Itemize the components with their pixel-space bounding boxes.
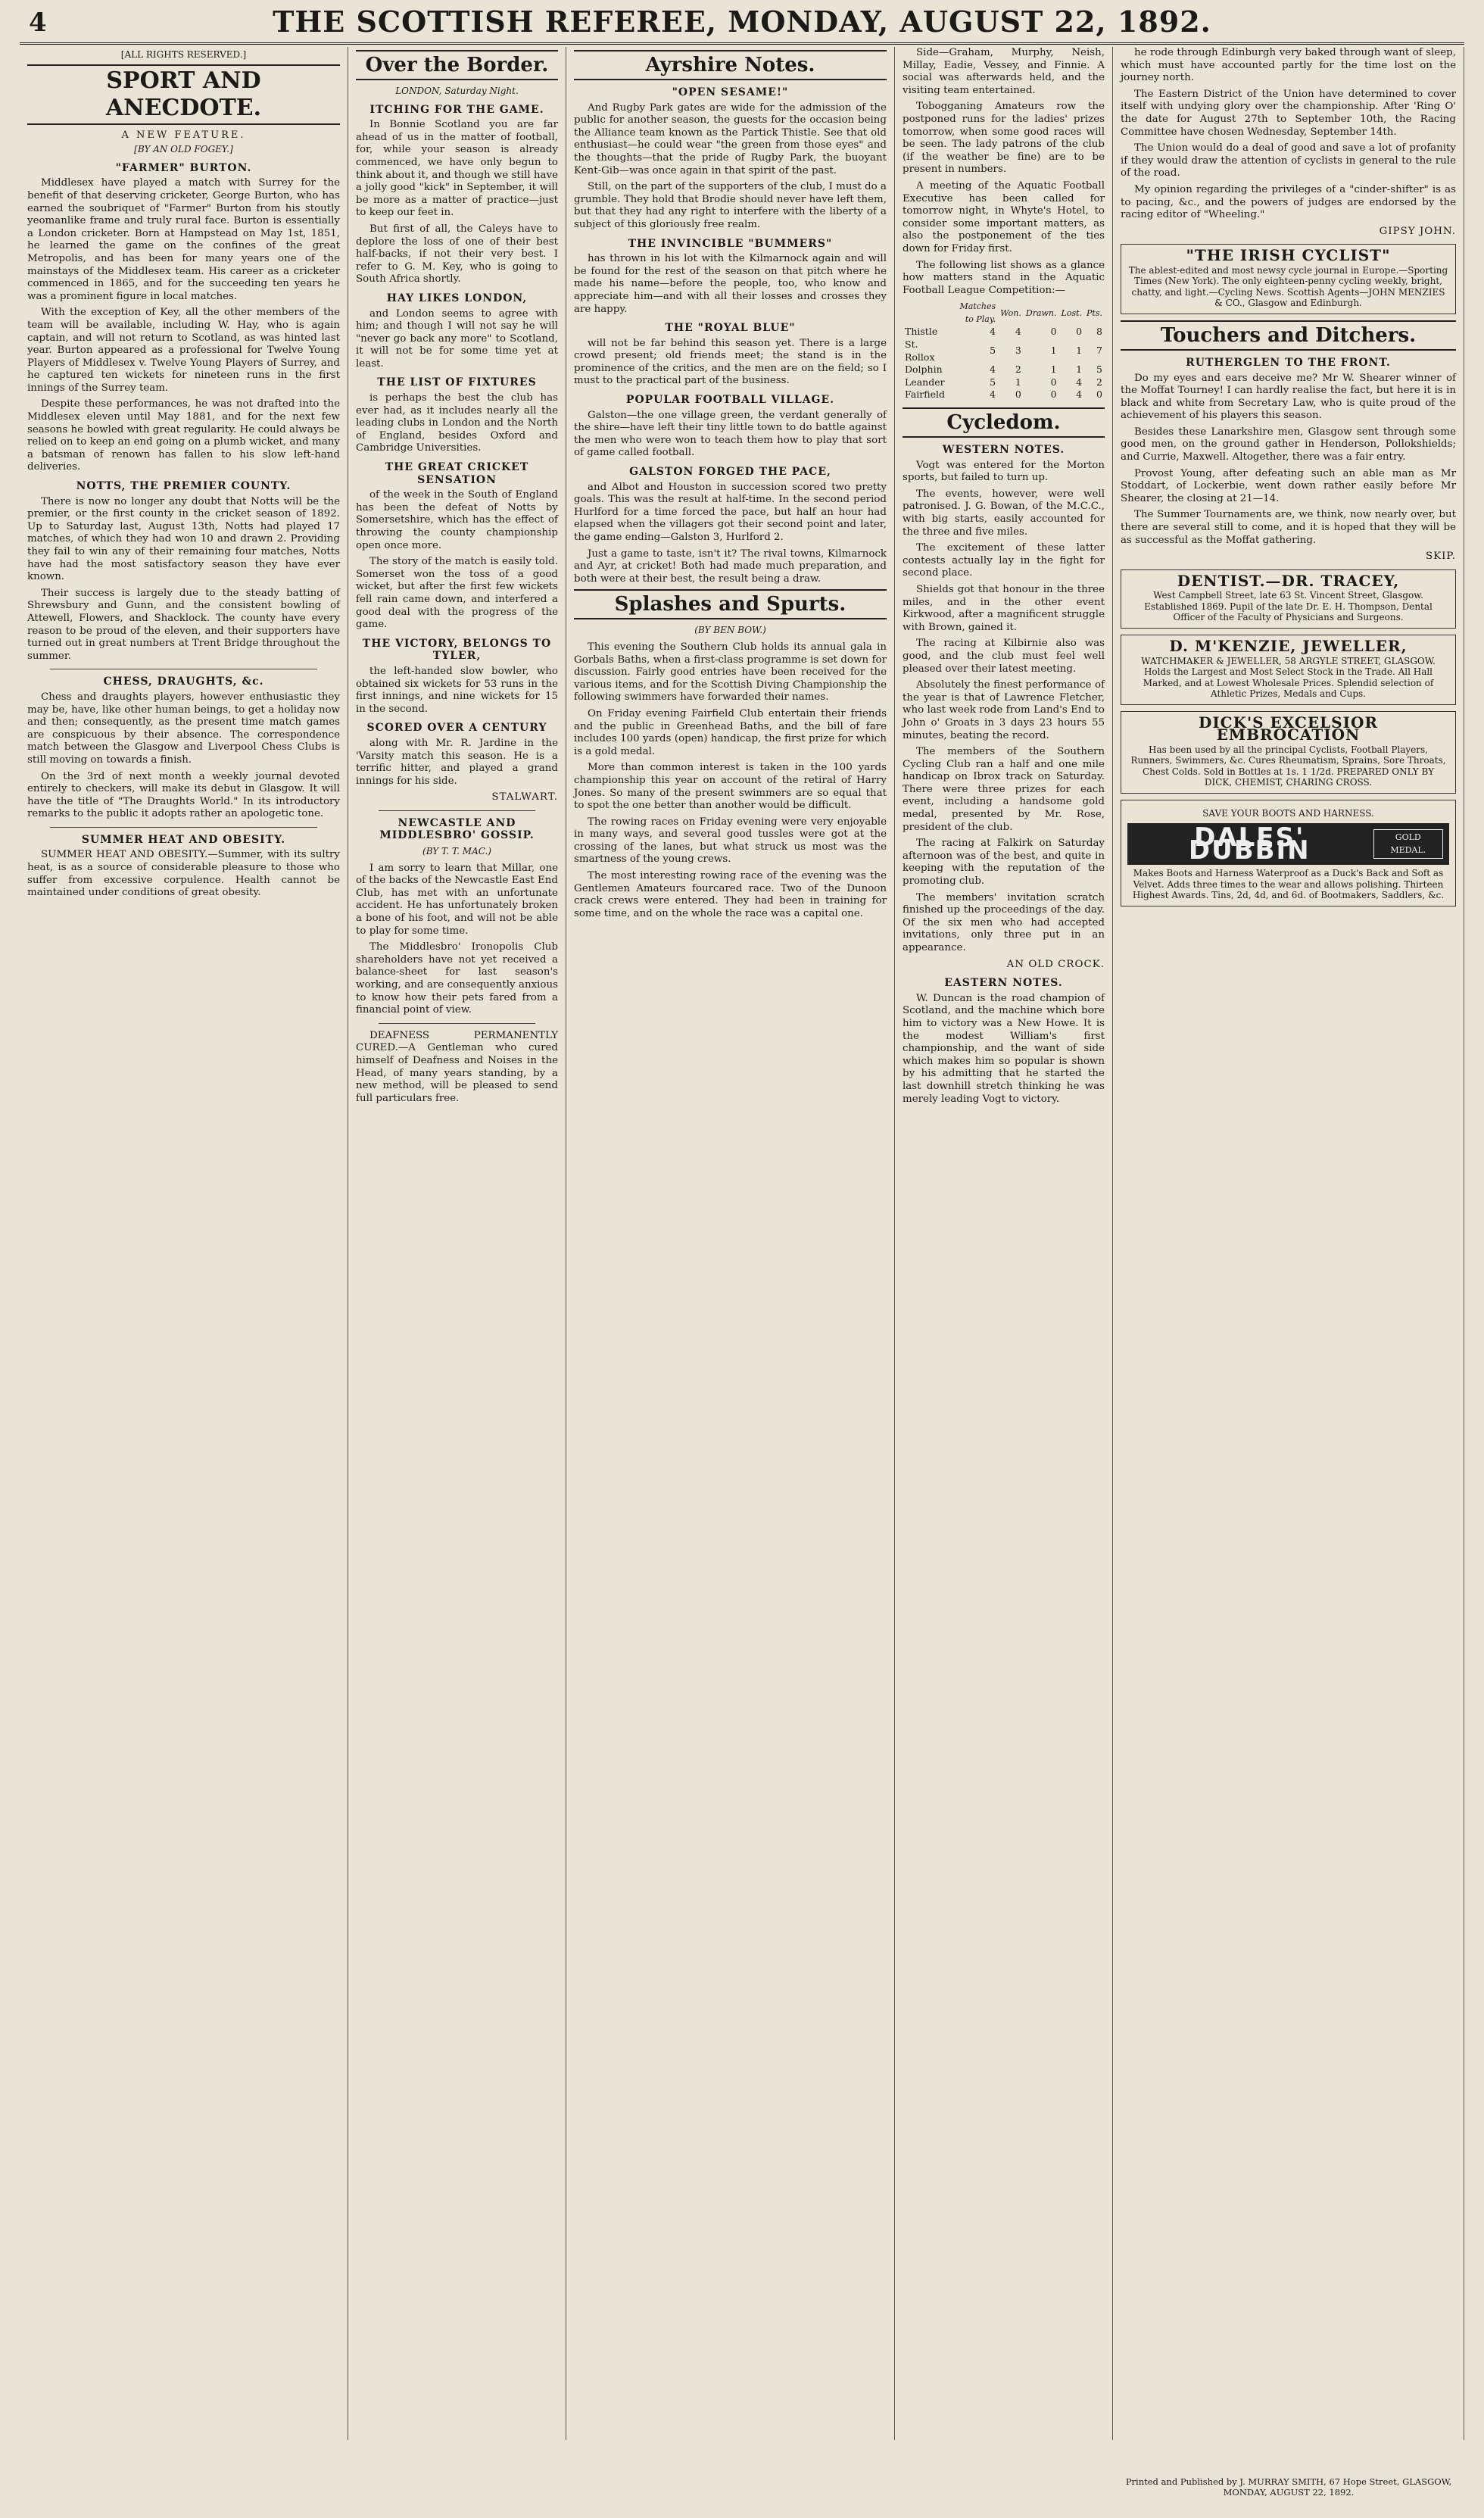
section-scored-century: SCORED OVER A CENTURY bbox=[366, 722, 547, 735]
article-paragraph: The Middlesbro' Ironopolis Club shareholders have not yet received a balance-sheet for last season's working, and are consequently anxious to know how their pets fared from a financial point of view. bbox=[356, 941, 558, 1016]
header-cell: Lost. bbox=[1061, 307, 1083, 318]
table-cell: 2 bbox=[1015, 364, 1021, 376]
article-paragraph: I am sorry to learn that Millar, one of the backs of the Newcastle East End Club, has met with an unfortunate accident. He has unfortunately broken a bone of his foot, and will not be able to play for some time. bbox=[356, 862, 558, 937]
article-paragraph: has thrown in his lot with the Kilmarnock again and will be found for the rest of the season on that pitch where he made his name—before the people, too, who know and appreciate him—and with all their losses and crosses they are happy. bbox=[574, 253, 887, 315]
article-paragraph: On Friday evening Fairfield Club entertain their friends and the public in Greenhead Baths, and the bill of fare includes 100 yards (open) handicap, the first prize for which is a gold medal. bbox=[574, 707, 887, 757]
section-eastern-notes: EASTERN NOTES. bbox=[944, 977, 1063, 990]
table-cell: 7 bbox=[1096, 345, 1102, 357]
advert-dubbin bbox=[1121, 800, 1456, 906]
advert-text: Makes Boots and Harness Waterproof as a Duck's Back and Soft as Velvet. Adds three times to the wear and allows polishing. Thirteen Highest Awards. Tins, 2d, 4d, and 6d. of Bootmakers, Saddlers, &c. bbox=[1132, 868, 1445, 901]
header-cell: Drawn. bbox=[1025, 307, 1057, 318]
team-name: Leander bbox=[905, 376, 945, 388]
page-number: 4 bbox=[29, 8, 47, 38]
article-paragraph: More than common interest is taken in the 100 yards championship this year on account of the retiral of Harry Jones. So many of the present swimmers are so equal that to spot the one better than another would be difficult. bbox=[574, 762, 887, 812]
table-cell: 5 bbox=[990, 376, 996, 388]
dubbin-banner bbox=[1127, 823, 1449, 865]
article-paragraph: and Albot and Houston in succession scored two pretty goals. This was the result at half-time. In the second period Hurlford for a time forced the pace, but half an hour had elapsed when the villagers got their second point and later, the game ending—Galston 3, Hurlford 2. bbox=[574, 481, 887, 543]
advert-title: DICK'S EXCELSIOR EMBROCATION bbox=[1198, 713, 1378, 744]
article-paragraph: The story of the match is easily told. Somerset won the toss of a good wicket, but after the first few wickets fell rain came down, and interfered a good deal with the progress of the game. bbox=[356, 556, 558, 631]
article-paragraph: Shields got that honour in the three miles, and in the other event Kirkwood, after a magnificent struggle with Brown, gained it. bbox=[903, 583, 1105, 633]
article-paragraph: The following list shows as a glance how matters stand in the Aquatic Football League Competition:— bbox=[903, 259, 1105, 296]
section-chess-draughts: CHESS, DRAUGHTS, &c. bbox=[103, 676, 264, 688]
article-paragraph: Absolutely the finest performance of the year is that of Lawrence Fletcher, who last week rode from Land's End to John o' Groats in 3 days 23 hours 55 minutes, beating the record. bbox=[903, 679, 1105, 741]
article-paragraph: The members' invitation scratch finished up the proceedings of the day. Of the six men who had accepted invitations, only three put in an appearance. bbox=[903, 891, 1105, 953]
table-row bbox=[903, 339, 1105, 364]
article-paragraph: But first of all, the Caleys have to deplore the loss of one of their best half-backs, if not their very best. I refer to G. M. Key, who is going to South Africa shortly. bbox=[356, 223, 558, 285]
column-cycledom bbox=[895, 47, 1113, 2440]
article-paragraph: The racing at Kilbirnie also was good, and the club must feel well pleased over their latest meeting. bbox=[903, 638, 1105, 675]
table-cell: 0 bbox=[1015, 388, 1021, 401]
article-paragraph: The Summer Tournaments are, we think, now nearly over, but there are several still to come, and it is hoped that they will be as successful as the Moffat gathering. bbox=[1121, 509, 1456, 546]
section-list-of-fixtures: THE LIST OF FIXTURES bbox=[377, 376, 537, 389]
headline-cycledom: Cycledom. bbox=[903, 407, 1105, 438]
advert-note: SAVE YOUR BOOTS AND HARNESS. bbox=[1202, 807, 1374, 819]
headline-sport-and-anecdote: SPORT AND ANECDOTE. bbox=[27, 64, 340, 125]
signature-old-crock: AN OLD CROCK. bbox=[1006, 958, 1105, 970]
article-paragraph: And Rugby Park gates are wide for the admission of the public for another season, the guests for the occasion being the Alliance team known as the Partick Thistle. See that old enthusiast—he could wear "the green from those eyes" and the thoughts—that the pride of Rugby Park, the buoyant Kent-Gib—was once again in that spirit of the past. bbox=[574, 101, 887, 176]
article-paragraph: The racing at Falkirk on Saturday afternoon was of the best, and quite in keeping with the reputation of the promoting club. bbox=[903, 838, 1105, 888]
advert-title: D. M'KENZIE, JEWELLER, bbox=[1169, 636, 1408, 655]
table-cell: 0 bbox=[1096, 388, 1102, 401]
headline-splashes-and-spurts: Splashes and Spurts. bbox=[574, 589, 887, 619]
table-cell: 2 bbox=[1096, 376, 1102, 388]
table-cell: 1 bbox=[1076, 345, 1083, 357]
article-paragraph: The rowing races on Friday evening were very enjoyable in many ways, and several good tussles were got at the crossing of the lanes, but what struck us most was the smartness of the young crews. bbox=[574, 816, 887, 866]
article-paragraph: In Bonnie Scotland you are far ahead of us in the matter of football, for, while your season is already commenced, we have only begun to think about it, and though we still have a jolly good "kick" in September, it will be more as a matter of practice—just to keep our feet in. bbox=[356, 119, 559, 219]
header-cell: Matches to Play. bbox=[959, 301, 996, 324]
signature-gipsy-john: GIPSY JOHN. bbox=[1379, 225, 1456, 237]
article-paragraph: is perhaps the best the club has ever had, as it includes nearly all the leading clubs in London and the North of England, besides Oxford and Cambridge Universities. bbox=[356, 392, 558, 454]
league-table-header bbox=[903, 301, 1105, 326]
section-cricket-sensation: THE GREAT CRICKET SENSATION bbox=[385, 461, 529, 486]
section-rutherglen-front: RUTHERGLEN TO THE FRONT. bbox=[1186, 356, 1391, 369]
advert-irish-cyclist bbox=[1121, 244, 1456, 314]
section-western-notes: WESTERN NOTES. bbox=[942, 444, 1065, 457]
paper-title: THE SCOTTISH REFEREE, MONDAY, AUGUST 22, 1892. bbox=[273, 5, 1211, 39]
table-cell: 5 bbox=[990, 345, 996, 357]
subhead-new-feature: A NEW FEATURE. bbox=[121, 129, 246, 141]
table-cell: 1 bbox=[1015, 376, 1021, 388]
article-paragraph: SUMMER HEAT AND OBESITY.—Summer, with its sultry heat, is as a source of considerable pleasure to those who suffer from excessive corpulence. Health cannot be maintained under conditions of great obesity. bbox=[27, 849, 340, 899]
article-paragraph: The events, however, were well patronised. J. G. Bowan, of the M.C.C., with big starts, easily accounted for the three and five miles. bbox=[903, 488, 1105, 538]
divider bbox=[379, 810, 535, 811]
article-paragraph: Their success is largely due to the steady batting of Shrewsbury and Gunn, and the consistent bowling of Attewell, Flowers, and Shacklock. The county have every reason to be proud of the eleven, and their supporters have turned out in great numbers at Trent Bridge throughout the summer. bbox=[27, 587, 340, 662]
advert-text: WATCHMAKER & JEWELLER, 58 ARGYLE STREET, GLASGOW. Holds the Largest and Most Select Stock in the Trade. All Hall Marked, and at Lowest Wholesale Prices. Splendid selection of Athletic Prizes, Medals and Cups. bbox=[1141, 655, 1436, 699]
team-name: Dolphin bbox=[905, 364, 943, 376]
article-paragraph: Vogt was entered for the Morton sports, but failed to turn up. bbox=[903, 459, 1105, 484]
team-name: St. Rollox bbox=[905, 339, 935, 363]
table-cell: 8 bbox=[1096, 326, 1102, 338]
table-cell: 4 bbox=[990, 364, 996, 376]
article-paragraph: The Eastern District of the Union have determined to cover itself with undying glory over the championship. After 'Ring O' the date for August 27th to September 10th, the Racing Committee have chosen Wednesday, September 14th. bbox=[1121, 88, 1456, 138]
article-paragraph: The excitement of these latter contests actually lay in the fight for second place. bbox=[903, 542, 1105, 579]
section-summer-heat: SUMMER HEAT AND OBESITY. bbox=[81, 833, 286, 846]
rights-notice: [ALL RIGHTS RESERVED.] bbox=[120, 49, 247, 60]
table-cell: 1 bbox=[1050, 345, 1057, 357]
advert-text: West Campbell Street, late 63 St. Vincent Street, Glasgow. Established 1869. Pupil of the late Dr. E. H. Thompson, Dental Officer of the Faculty of Physicians and Surgeons. bbox=[1144, 590, 1433, 623]
table-cell: 1 bbox=[1050, 364, 1057, 376]
table-row bbox=[903, 376, 1105, 389]
table-row bbox=[903, 388, 1105, 401]
section-popular-football-village: POPULAR FOOTBALL VILLAGE. bbox=[625, 394, 835, 407]
table-cell: 1 bbox=[1076, 364, 1083, 376]
masthead bbox=[20, 3, 1464, 45]
article-paragraph: My opinion regarding the privileges of a "cinder-shifter" is as to pacing, &c., and the powers of judges are endorsed by the racing editor of "Wheeling." bbox=[1121, 183, 1456, 221]
advert-dentist bbox=[1121, 569, 1456, 629]
column-sport-and-anecdote bbox=[20, 47, 348, 2440]
byline-ben-bow: (BY BEN BOW.) bbox=[694, 625, 766, 636]
article-paragraph: along with Mr. R. Jardine in the 'Varsity match this season. He is a terrific hitter, and played a grand innings for his side. bbox=[356, 737, 558, 787]
section-notts-premier-county: NOTTS, THE PREMIER COUNTY. bbox=[76, 480, 292, 493]
table-row bbox=[903, 364, 1105, 376]
section-hay-likes-london: HAY LIKES LONDON, bbox=[386, 292, 528, 304]
table-cell: 5 bbox=[1096, 364, 1102, 376]
article-paragraph: There is now no longer any doubt that Notts will be the premier, or the first county in the cricket season of 1892. Up to Saturday last, August 13th, Notts had played 17 matches, of which they had won 10 and drawn 2. Providing they fail to win any of their remaining four matches, Notts have had the most satisfactory season they have ever known. bbox=[27, 495, 340, 583]
divider bbox=[50, 827, 317, 828]
advert-text: Has been used by all the principal Cyclists, Football Players, Runners, Swimmers, &c. Cures Rheumatism, Sprains, Sore Throats, Chest Colds. Sold in Bottles at 1s. 1 1/2d. PREPARED ONLY BY DICK, CHEMIST, CHARING CROSS. bbox=[1130, 744, 1446, 788]
section-victory-tyler: THE VICTORY, BELONGS TO TYLER, bbox=[362, 637, 552, 663]
table-cell: 4 bbox=[990, 326, 996, 338]
team-name: Fairfield bbox=[905, 388, 945, 401]
column-over-the-border bbox=[348, 47, 566, 2440]
article-paragraph: Still, on the part of the supporters of the club, I must do a grumble. They hold that Brodie should never have left them, but that they had any right to interfere with the liberty of a subject of this gloriously free realm. bbox=[574, 181, 887, 230]
section-open-sesame: "OPEN SESAME!" bbox=[672, 86, 789, 98]
article-paragraph: Side—Graham, Murphy, Neish, Millay, Eadie, Vessey, and Finnie. A social was afterwards held, and the visiting team entertained. bbox=[903, 47, 1105, 96]
article-paragraph: and London seems to agree with him; and though I will not say he will "never go back any more" to Scotland, it will not be for some time yet at least. bbox=[356, 307, 558, 370]
article-paragraph: of the week in the South of England has been the defeat of Notts by Somersetshire, which has the effect of throwing the county championship open once more. bbox=[356, 489, 558, 551]
table-cell: 0 bbox=[1050, 326, 1057, 338]
advert-text: The ablest-edited and most newsy cycle journal in Europe.—Sporting Times (New York). The only eighteen-penny cycling weekly, bright, chatty, and light.—Cycling News. Scottish Agents—JOHN MENZIES & CO., Glasgow and Edinburgh. bbox=[1128, 264, 1448, 309]
article-paragraph: Tobogganing Amateurs row the postponed runs for the ladies' prizes tomorrow, when some good races will be seen. The lady patrons of the club (if the weather be fine) are to be present in numbers. bbox=[903, 101, 1105, 176]
article-paragraph: Provost Young, after defeating such an able man as Mr Stoddart, of Lockerbie, went down rather easily before Mr Shearer, the closing at 21—14. bbox=[1121, 467, 1456, 504]
article-paragraph: With the exception of Key, all the other members of the team will be available, including W. Hay, who is again captain, and will not return to Scotland, as was hinted last year. Burton appeared as a professional for Twelve Young Players of Middlesex v. Twelve Young Players of Surrey, and he captured ten wickets for nineteen runs in the first innings of the Surrey team. bbox=[27, 307, 340, 394]
headline-touchers-and-ditchers: Touchers and Ditchers. bbox=[1121, 320, 1456, 351]
team-name: Thistle bbox=[905, 326, 938, 338]
table-cell: 4 bbox=[1015, 326, 1021, 338]
deafness-notice: DEAFNESS PERMANENTLY CURED.—A Gentleman who cured himself of Deafness and Noises in the Head, of many years standing, by a new method, will be pleased to send full particulars free. bbox=[356, 1029, 558, 1104]
header-cell bbox=[903, 301, 949, 326]
signature-skip: SKIP. bbox=[1425, 551, 1456, 563]
article-paragraph: A meeting of the Aquatic Football Executive has been called for tomorrow night, in Whyte's Hotel, to consider some important matters, as also the postponement of the ties down for Friday first. bbox=[903, 179, 1105, 254]
article-paragraph: Galston—the one village green, the verdant generally of the shire—have left their tiny little town to do battle against the men who were won to teach them how to play that sort of game called football. bbox=[574, 409, 887, 459]
gold-medal-badge: GOLD MEDAL. bbox=[1373, 829, 1444, 859]
advert-embrocation bbox=[1121, 711, 1456, 794]
byline-t-t-mac: (BY T. T. MAC.) bbox=[422, 846, 491, 857]
article-paragraph: On the 3rd of next month a weekly journal devoted entirely to checkers, will make its debut in Glasgow. It will have the title of "The Draughts World." In its introductory remarks to the public it adopts rather an apologetic tone. bbox=[27, 770, 340, 820]
table-cell: 4 bbox=[990, 388, 996, 401]
headline-ayrshire-notes: Ayrshire Notes. bbox=[574, 50, 887, 80]
article-paragraph: Chess and draughts players, however enthusiastic they may be, have, like other human beings, to get a holiday now and then; consequently, as the present time match games are conspicuous by their absence. The correspondence match between the Glasgow and Liverpool Chess Clubs is still moving on towards a finish. bbox=[27, 691, 340, 766]
article-paragraph: The Union would do a deal of good and save a lot of profanity if they would draw the attention of cyclists in general to the rule of the road. bbox=[1121, 142, 1456, 179]
league-table bbox=[903, 301, 1105, 401]
advert-title: "THE IRISH CYCLIST" bbox=[1186, 246, 1391, 265]
headline-over-the-border: Over the Border. bbox=[356, 50, 558, 80]
section-royal-blue: THE "ROYAL BLUE" bbox=[665, 322, 796, 335]
article-paragraph: Middlesex have played a match with Surrey for the benefit of that deserving cricketer, George Burton, who has earned the soubriquet of "Farmer" Burton from his stoutly yeomanlike frame and truly rural face. Burton is essentially a London cricketer. Born at Hampstead on May 1st, 1851, he learned the game on the confines of the great Metropolis, and has been for many years one of the mainstays of the Middlesex team. His career as a cricketer commenced in 1865, and for the succeeding ten years he was a prominent figure in local matches. bbox=[27, 177, 340, 302]
table-row bbox=[903, 326, 1105, 339]
section-invincible-bummers: THE INVINCIBLE "BUMMERS" bbox=[628, 237, 833, 250]
header-cell: Pts. bbox=[1086, 307, 1102, 318]
article-paragraph: This evening the Southern Club holds its annual gala in Gorbals Baths, when a first-class programme is set down for discussion. Fairly good entries have been received for the various items, and for the Scottish Diving Championship the following swimmers have forwarded their names. bbox=[574, 641, 887, 704]
signature-stalwart: STALWART. bbox=[491, 791, 558, 803]
article-paragraph: he rode through Edinburgh very baked through want of sleep, which must have accounted partly for the time lost on the journey north. bbox=[1121, 47, 1456, 84]
byline-old-fogey: [BY AN OLD FOGEY.] bbox=[134, 144, 233, 155]
advert-jeweller bbox=[1121, 635, 1456, 705]
table-cell: 4 bbox=[1076, 388, 1083, 401]
section-newcastle-gossip: NEWCASTLE AND MIDDLESBRO' GOSSIP. bbox=[379, 816, 535, 842]
table-cell: 0 bbox=[1050, 376, 1057, 388]
dateline: LONDON, Saturday Night. bbox=[395, 86, 519, 96]
article-paragraph: W. Duncan is the road champion of Scotland, and the machine which bore him to victory was a New Howe. It is the modest William's first championship, and the want of side which makes him so popular is shown by his admitting that he started the last downhill stretch thinking he was merely leading Vogt to victory. bbox=[903, 992, 1105, 1105]
advert-title: DENTIST.—DR. TRACEY, bbox=[1177, 571, 1400, 590]
article-paragraph: Do my eyes and ears deceive me? Mr W. Shearer winner of the Moffat Tourney! I can hardly realise the fact, but here it is in black and white from Secretary Law, who is quite proud of the achievement of his players this season. bbox=[1121, 372, 1456, 422]
dubbin-word: DALES' DUBBIN bbox=[1188, 822, 1311, 866]
header-cell: Won. bbox=[1000, 307, 1021, 318]
article-paragraph: Just a game to taste, isn't it? The rival towns, Kilmarnock and Ayr, at cricket! Both had made much preparation, and both were at their best, the result being a draw. bbox=[574, 548, 887, 585]
printer-imprint: Printed and Published by J. MURRAY SMITH, 67 Hope Street, GLASGOW, MONDAY, AUGUST 22, 1892. bbox=[1125, 2476, 1452, 2498]
article-paragraph: the left-handed slow bowler, who obtained six wickets for 53 runs in the first innings, and nine wickets for 15 in the second. bbox=[356, 665, 558, 715]
table-cell: 0 bbox=[1050, 388, 1057, 401]
article-paragraph: The most interesting rowing race of the evening was the Gentlemen Amateurs fourcared race. Two of the Dunoon crack crews were entered. They had been in training for some time, and on the whole the race was a capital one. bbox=[574, 870, 887, 919]
section-farmer-burton: "FARMER" BURTON. bbox=[115, 161, 252, 174]
column-ayrshire-notes bbox=[566, 47, 895, 2440]
section-itching-for-game: ITCHING FOR THE GAME. bbox=[369, 103, 544, 116]
article-paragraph: will not be far behind this season yet. There is a large crowd present; old friends meet; the stand is in the prominence of the critics, and the men are on the field; so I must to the practical part of the business. bbox=[574, 337, 887, 387]
column-touchers-and-ditchers bbox=[1113, 47, 1464, 2440]
article-paragraph: The members of the Southern Cycling Club ran a half and one mile handicap on Ibrox track on Saturday. There were three prizes for each event, including a handsome gold medal, presented by Mr. Rose, president of the club. bbox=[903, 746, 1105, 833]
section-galston-forged-pace: GALSTON FORGED THE PACE, bbox=[629, 466, 831, 479]
article-paragraph: Besides these Lanarkshire men, Glasgow sent through some good men, on the ground gather in Henderson, Pollokshields; and Currie, Maxwell. Altogether, there was a fair entry. bbox=[1121, 426, 1456, 463]
table-cell: 4 bbox=[1076, 376, 1083, 388]
divider bbox=[379, 1023, 535, 1024]
table-cell: 0 bbox=[1076, 326, 1083, 338]
article-paragraph: Despite these performances, he was not drafted into the Middlesex eleven until May 1881, and for the next few seasons he bowled with great regularity. He could always be relied on to keep an end going on a plumb wicket, and many a batsman of renown has fallen to his slow left-hand deliveries. bbox=[27, 398, 340, 473]
table-cell: 3 bbox=[1015, 345, 1021, 357]
